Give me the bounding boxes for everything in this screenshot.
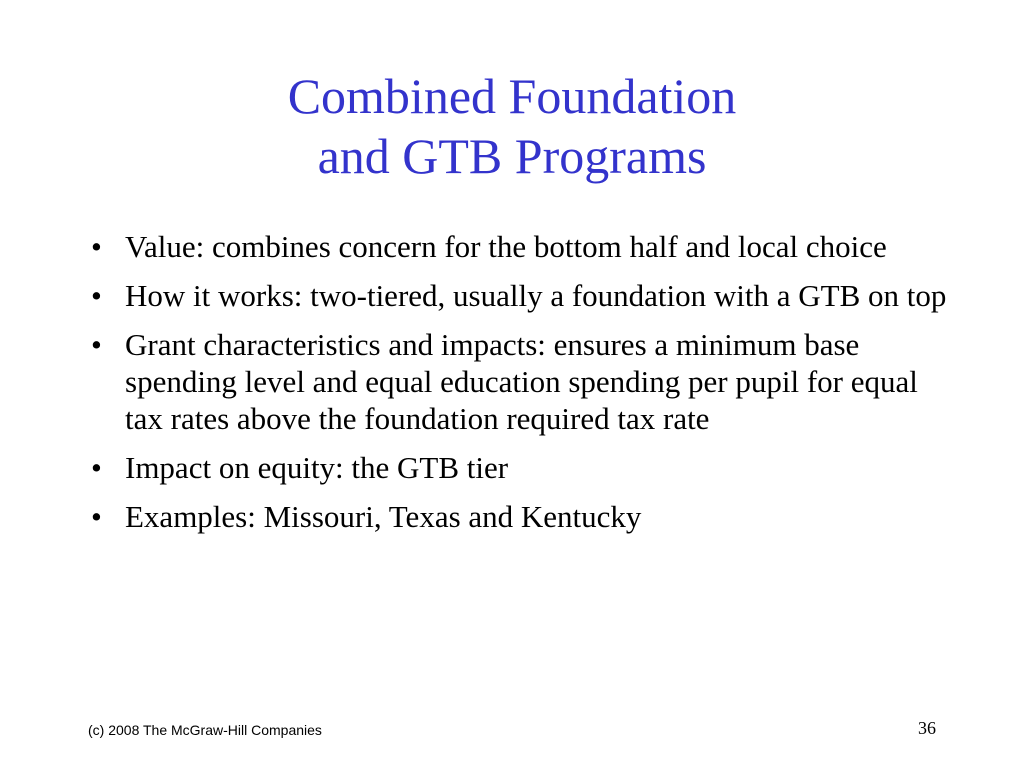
bullet-item-how-it-works — [91, 277, 951, 314]
title-line-2: and GTB Programs — [317, 128, 707, 184]
slide-title — [0, 66, 1024, 186]
copyright-footer: (c) 2008 The McGraw-Hill Companies — [88, 722, 322, 738]
title-line-1: Combined Foundation — [287, 68, 737, 124]
bullet-text: Value: combines concern for the bottom half and local choice — [125, 229, 887, 264]
bullet-text: Impact on equity: the GTB tier — [125, 450, 509, 485]
bullet-text: Grant characteristics and impacts: ensures a minimum base spending level and equal education spending per pupil for equal tax rates above the foundation required tax rate — [125, 327, 918, 436]
bullet-item-value — [91, 228, 951, 265]
bullet-text: Examples: Missouri, Texas and Kentucky — [125, 499, 642, 534]
bullet-item-grant-characteristics — [91, 326, 951, 437]
bullet-dot: • — [91, 450, 102, 485]
bullet-list — [91, 228, 951, 547]
bullet-dot: • — [91, 278, 102, 313]
bullet-item-impact-on-equity — [91, 449, 951, 486]
bullet-text: How it works: two-tiered, usually a foundation with a GTB on top — [125, 278, 947, 313]
bullet-dot: • — [91, 327, 102, 362]
bullet-item-examples — [91, 498, 951, 535]
bullet-dot: • — [91, 499, 102, 534]
page-number: 36 — [918, 718, 936, 738]
bullet-dot: • — [91, 229, 102, 264]
